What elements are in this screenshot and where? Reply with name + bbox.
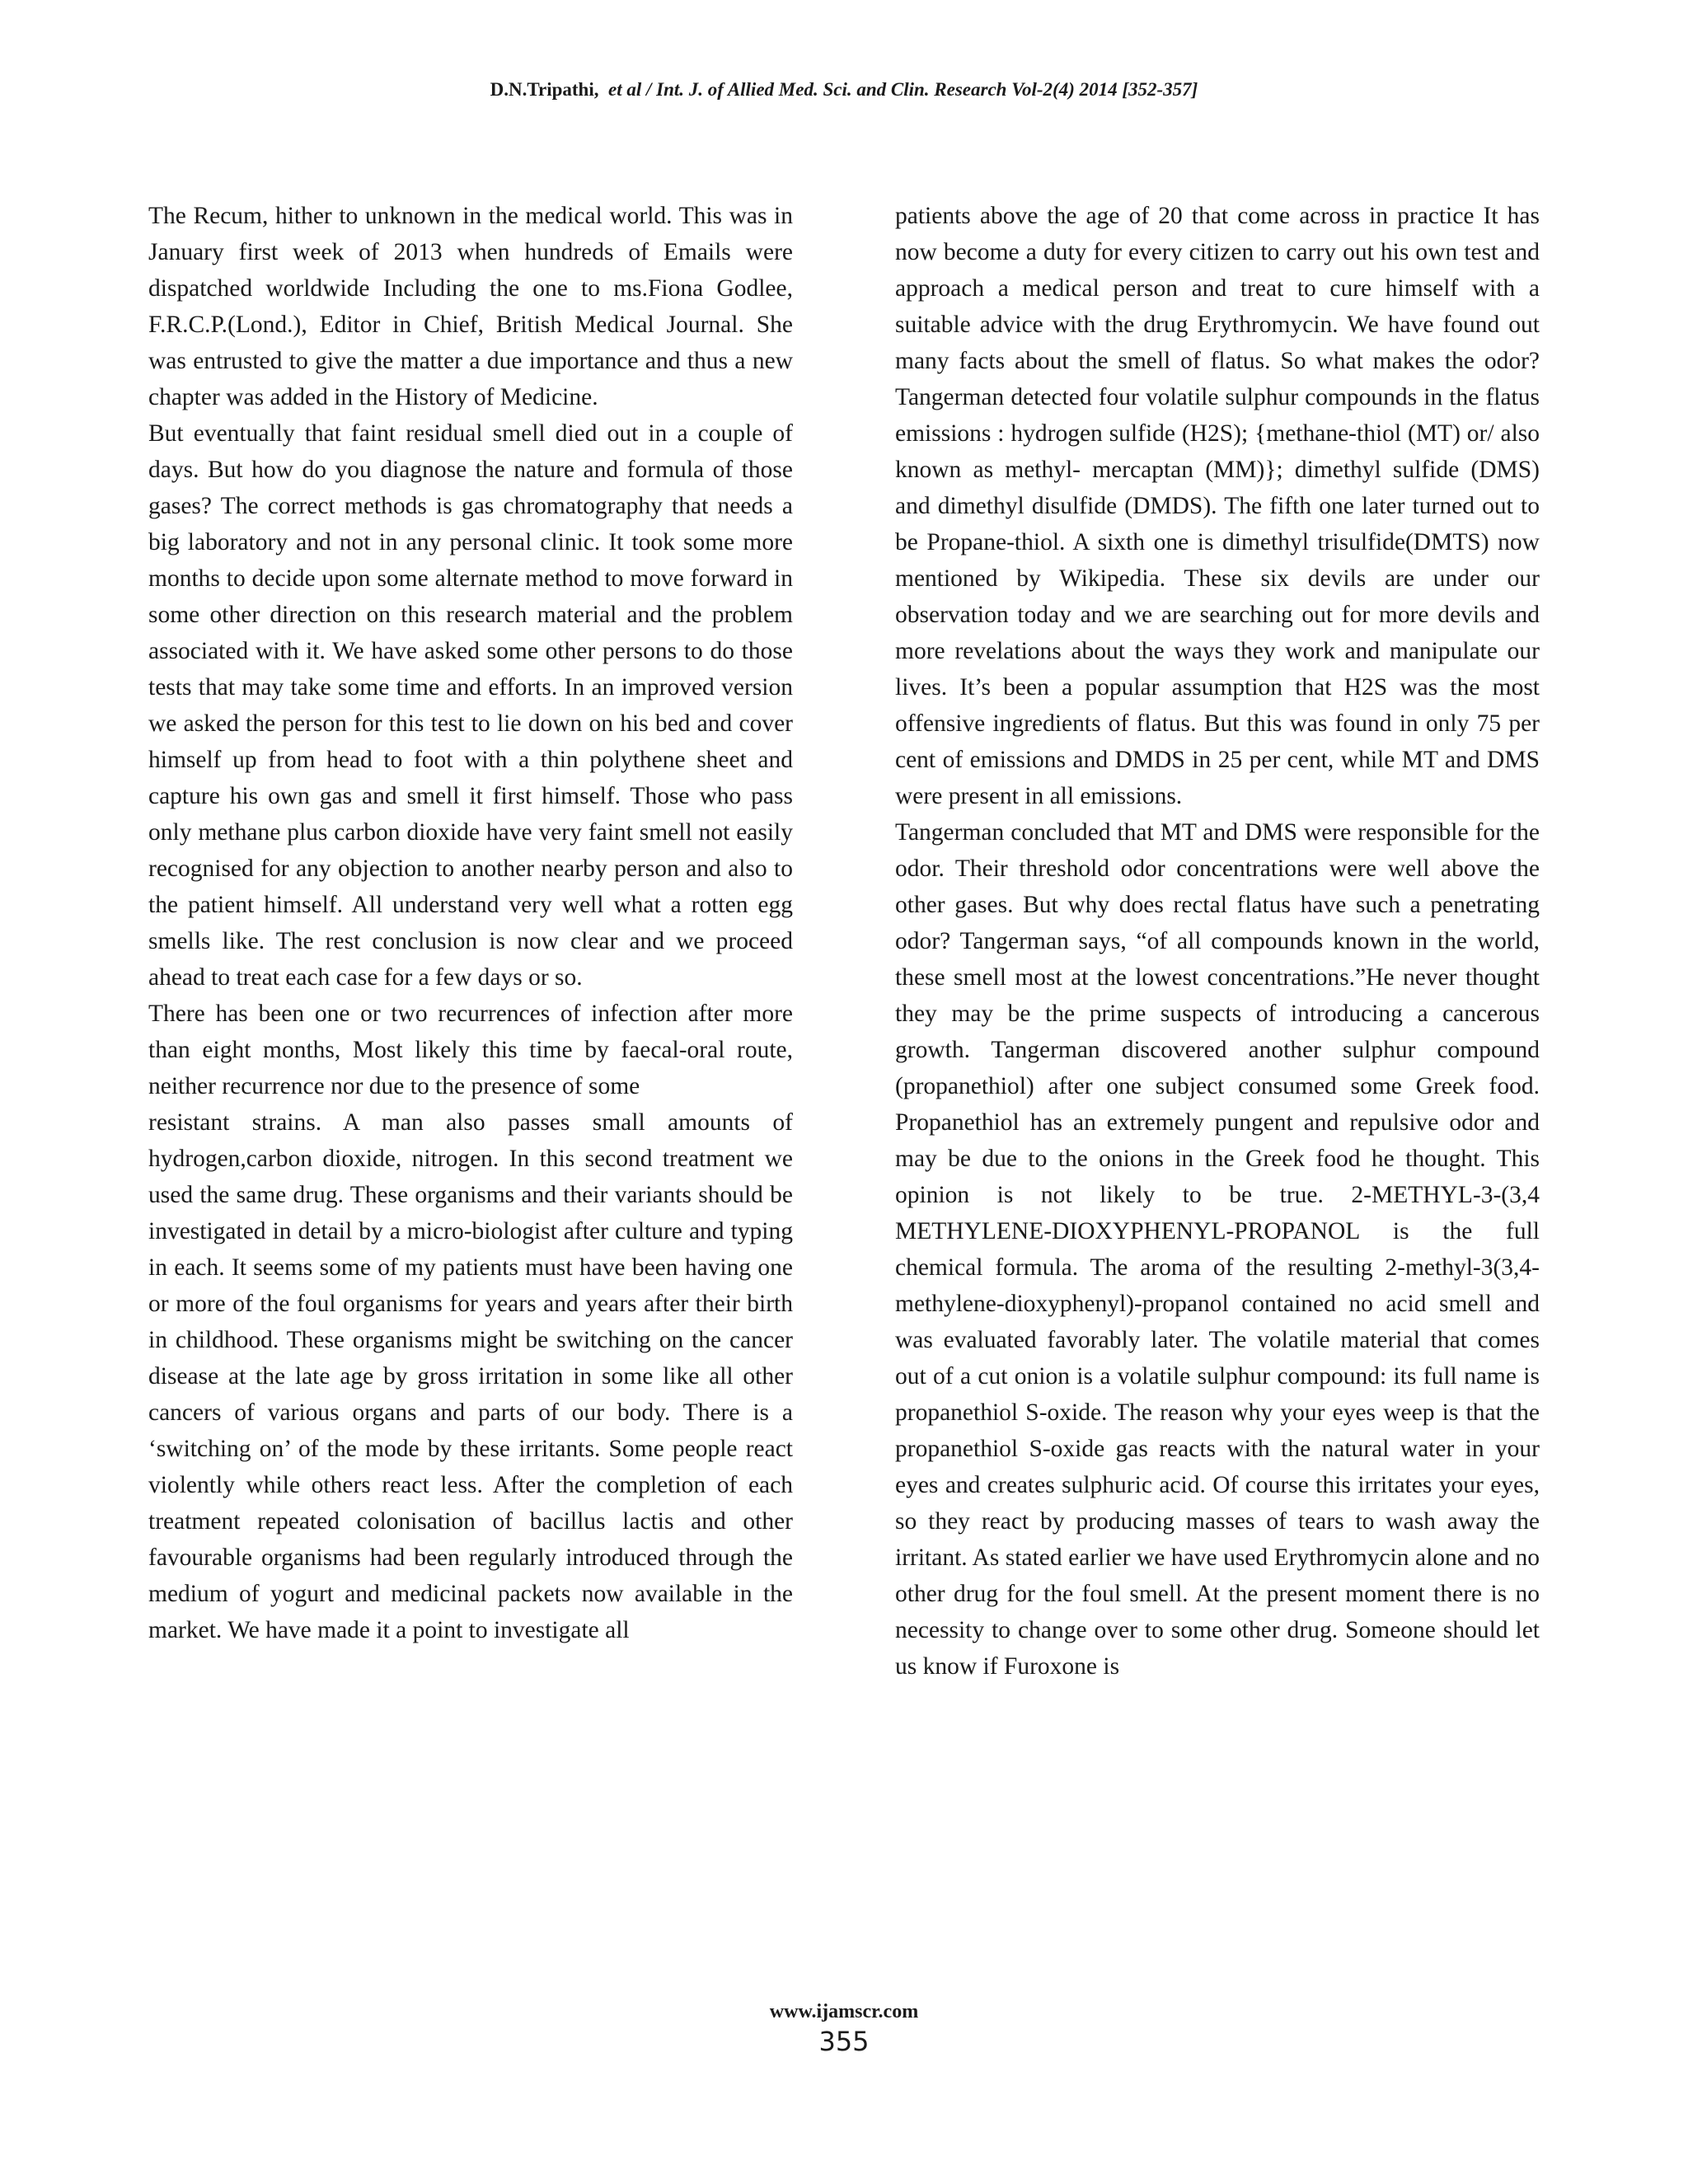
left-paragraph-1: The Recum, hither to unknown in the medical world. This was in January first week of 2013 when hundreds of Emails were dispatched worldwide Including the one to ms.Fiona Godlee, F.R.C.P.(Lond.), Editor in Chief, British Medical Journal. She was entrusted to give the matter a due importance and thus a new chapter was added in the History of Medicine. <box>148 203 793 410</box>
header-author: D.N.Tripathi, <box>490 79 599 100</box>
header-separator: / <box>641 79 657 100</box>
right-paragraph-1: patients above the age of 20 that come across in practice It has now become a duty for every citizen to carry out his own test and approach a medical person and treat to cure himself with a suitable advice with the drug Erythromycin. We have found out many facts about the smell of flatus. So what makes the odor? Tangerman detected four volatile sulphur compounds in the flatus emissions : hydrogen sulfide (H2S); {methane-thiol (MT) or/ also known as methyl- mercaptan (MM)}; dimethyl sulfide (DMS) and dimethyl disulfide (DMDS). The fifth one later turned out to be Propane-thiol. A sixth one is dimethyl trisulfide(DMTS) now mentioned by Wikipedia. These six devils are under our observation today and we are searching out for more devils and more revelations about the ways they work and manipulate our lives. It’s been a popular assumption that H2S was the most offensive ingredients of flatus. But this was found in only 75 per cent of emissions and DMDS in 25 per cent, while MT and DMS were present in all emissions. <box>895 203 1540 809</box>
left-paragraph-3: There has been one or two recurrences of infection after more than eight months, Most likely this time by faecal-oral route, neither recurrence nor due to the presence of some <box>148 1001 793 1099</box>
page-number: 355 <box>818 2026 870 2057</box>
footer-url: www.ijamscr.com <box>769 2001 919 2022</box>
right-column <box>895 198 1540 1685</box>
header-journal: Int. J. of Allied Med. Sci. and Clin. Research Vol-2(4) 2014 [352-357] <box>656 79 1198 100</box>
running-header <box>0 79 1688 101</box>
left-paragraph-2: But eventually that faint residual smell died out in a couple of days. But how do you diagnose the nature and formula of those gases? The correct methods is gas chromatography that needs a big laboratory and not in any personal clinic. It took some more months to decide upon some alternate method to move forward in some other direction on this research material and the problem associated with it. We have asked some other persons to do those tests that may take some time and efforts. In an improved version we asked the person for this test to lie down on his bed and cover himself up from head to foot with a thin polythene sheet and capture his own gas and smell it first himself. Those who pass only methane plus carbon dioxide have very faint smell not easily recognised for any objection to another nearby person and also to the patient himself. All understand very well what a rotten egg smells like. The rest conclusion is now clear and we proceed ahead to treat each case for a few days or so. <box>148 420 793 991</box>
left-column <box>148 198 793 1648</box>
left-paragraph-4: resistant strains. A man also passes small amounts of hydrogen,carbon dioxide, nitrogen. In this second treatment we used the same drug. These organisms and their variants should be investigated in detail by a micro-biologist after culture and typing in each. It seems some of my patients must have been having one or more of the foul organisms for years and years after their birth in childhood. These organisms might be switching on the cancer disease at the late age by gross irritation in some like all other cancers of various organs and parts of our body. There is a ‘switching on’ of the mode by these irritants. Some people react violently while others react less. After the completion of each treatment repeated colonisation of bacillus lactis and other favourable organisms had been regularly introduced through the medium of yogurt and medicinal packets now available in the market. We have made it a point to investigate all <box>148 1109 793 1643</box>
right-paragraph-2: Tangerman concluded that MT and DMS were responsible for the odor. Their threshold odor concentrations were well above the other gases. But why does rectal flatus have such a penetrating odor? Tangerman says, “of all compounds known in the world, these smell most at the lowest concentrations.”He never thought they may be the prime suspects of introducing a cancerous growth. Tangerman discovered another sulphur compound (propanethiol) after one subject consumed some Greek food. Propanethiol has an extremely pungent and repulsive odor and may be due to the onions in the Greek food he thought. This opinion is not likely to be true. 2-METHYL-3-(3,4 METHYLENE-DIOXYPHENYL-PROPANOL is the full chemical formula. The aroma of the resulting 2-methyl-3(3,4-methylene-dioxyphenyl)-propanol contained no acid smell and was evaluated favorably later. The volatile material that comes out of a cut onion is a volatile sulphur compound: its full name is propanethiol S-oxide. The reason why your eyes weep is that the propanethiol S-oxide gas reacts with the natural water in your eyes and creates sulphuric acid. Of course this irritates your eyes, so they react by producing masses of tears to wash away the irritant. As stated earlier we have used Erythromycin alone and no other drug for the foul smell. At the present moment there is no necessity to change over to some other drug. Someone should let us know if Furoxone is <box>895 819 1540 1680</box>
header-etal: et al <box>607 79 642 100</box>
